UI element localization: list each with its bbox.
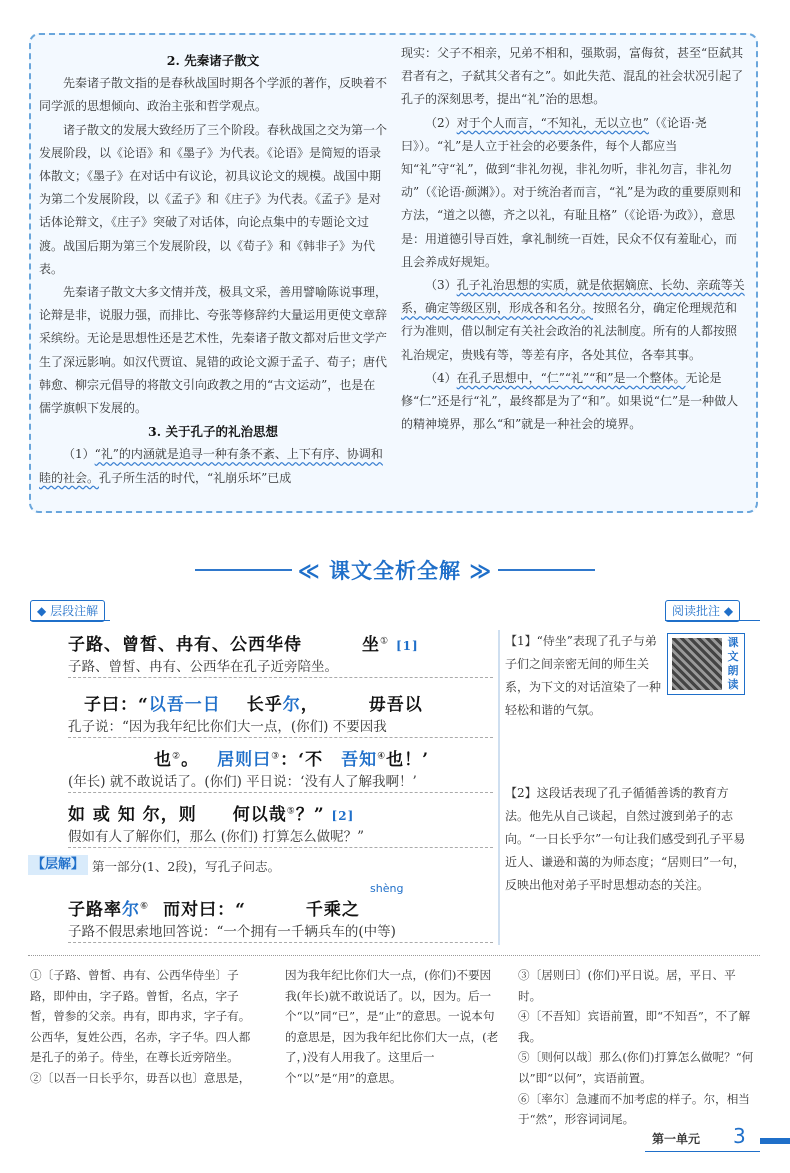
qr-code-icon — [672, 638, 722, 690]
paragraph: （2）对于个人而言，“不知礼，无以立也”（《论语·尧曰》）。“礼”是人立于社会的必要条件，每个人都应当知“礼”守“礼”，做到“非礼勿视，非礼勿听，非礼勿言，非礼勿动”（《论语·颜渊》）。对于统治者而言，“礼”是为政的重要原则和方法，“道之以德，齐之以礼，有耻且格”（《论语·为政》），意思是：用道德引导百姓，拿礼制统一百姓，民众不仅有羞耻心，而且会养成好规矩。 — [401, 115, 742, 269]
text-line-3 — [68, 745, 493, 793]
note-ref: [2] — [331, 809, 355, 823]
original-text: 子路率尔⑥ 而对曰：“ 千乘之 — [68, 900, 360, 920]
footnote: ⑤〔则何以哉〕那么(你们)打算怎么做呢？“何以”即“以何”，宾语前置。 — [518, 1050, 754, 1085]
footnote: ③〔居则曰〕(你们)平日说。居，平日、平时。 — [518, 968, 736, 1003]
footnote: 因为我年纪比你们大一点，(你们)不要因我(年长)就不敢说话了。以，因为。后一个“以”同“已”，是“止”的意思。一说本句的意思是，因为我年纪比你们大一点，(老了，)没有人用我了。这里后一个“以”是“用”的意思。 — [285, 968, 499, 1085]
section-banner — [195, 555, 595, 585]
tag-underline — [30, 620, 110, 621]
right-column — [401, 42, 746, 436]
footnote-separator — [28, 955, 760, 957]
notes-divider — [498, 630, 500, 945]
original-text: 子路、曾皙、冉有、公西华侍 坐① [1] — [68, 635, 419, 655]
text-line-5 — [68, 895, 493, 943]
page-bar — [760, 1138, 790, 1144]
footnote: ④〔不吾知〕宾语前置，即“不知吾”，不了解我。 — [518, 1009, 751, 1044]
translation: 假如有人了解你们，那么 (你们) 打算怎么做呢？” — [68, 825, 493, 848]
paragraph: 现实：父子不相亲，兄弟不相和，强欺弱，富侮贫，甚至“臣弑其君者有之，子弑其父者有之”。如此失范、混乱的社会状况引起了孔子的深刻思考，提出“礼”治的思想。 — [401, 46, 744, 107]
translation: 子路不假思索地回答说：“一个拥有一千辆兵车的(中等) — [68, 920, 493, 943]
left-column — [39, 49, 387, 490]
pinyin: shèng — [370, 882, 404, 895]
original-text: 如 或 知 尔，则 何以哉⑤？” [2] — [68, 805, 355, 825]
diamond-icon: ◆ — [723, 604, 734, 618]
layer-text: 第一部分(1、2段)，写孔子问志。 — [92, 859, 281, 874]
qr-label: 课文朗读 — [727, 636, 739, 691]
footnotes-col-2 — [285, 965, 500, 1089]
page-number: 3 — [733, 1124, 746, 1148]
text-line-2 — [68, 690, 493, 738]
footnote: ②〔以吾一日长乎尔，毋吾以也〕意思是， — [30, 1070, 251, 1085]
paragraph: 先秦诸子散文大多文情并茂，极具文采，善用譬喻陈说事理，论辩是非，说服力强，而排比、夸张等修辞约大量运用更使文章辞采缤纷。无论是思想性还是艺术性，先秦诸子散文都对后世文学产生了深远影响。如汉代贾谊、晁错的政论文源于孟子、荀子；唐代韩愈、柳宗元倡导的将散文引向政教之用的“古文运动”，也是在儒学旗帜下发展的。 — [39, 285, 388, 416]
background-info-box — [29, 33, 758, 513]
note-1: 【1】“侍坐”表现了孔子与弟子们之间亲密无间的师生关系，为下文的对话渲染了一种轻松和谐的气氛。 — [505, 634, 662, 717]
note-ref: [1] — [396, 639, 419, 653]
tag-annotations: ◆ 层段注解 — [30, 600, 105, 622]
banner-title: ≪ 课文全析全解 ≫ — [292, 555, 499, 585]
page-rule — [645, 1151, 760, 1152]
paragraph: （4）在孔子思想中，“仁”“礼”“和”是一个整体。无论是修“仁”还是行“礼”，最终都是为了“和”。如果说“仁”是一种做人的精神境界，那么“和”就是一种社会的境界。 — [401, 370, 739, 432]
original-text: 也②。 居则曰③：‘不 吾知④也！’ — [154, 750, 430, 770]
footnote: ①〔子路、曾皙、冉有、公西华侍坐〕子路，即仲由，字子路。曾皙，名点，字子皙，曾参的父亲。冉有，即冉求，字子有。公西华，复姓公西，名赤，字子华。四人都是孔子的弟子。侍坐，在尊长近旁陪坐。 — [30, 968, 251, 1065]
tag-underline — [665, 620, 760, 621]
diamond-icon: ◆ — [37, 604, 47, 618]
text-line-1 — [68, 630, 493, 678]
footnotes-col-1 — [30, 965, 260, 1089]
unit-label: 第一单元 — [652, 1132, 701, 1146]
footnotes-col-3 — [518, 965, 758, 1130]
paragraph: （1）“礼”的内涵就是追寻一种有条不紊、上下有序、协调和睦的社会。孔子所生活的时代，“礼崩乐坏”已成 — [39, 447, 383, 485]
translation: 子路、曾皙、冉有、公西华在孔子近旁陪坐。 — [68, 655, 493, 678]
heading-confucius-rites: 3. 关于孔子的礼治思想 — [148, 424, 278, 440]
tag-reading-notes: 阅读批注 ◆ — [665, 600, 740, 622]
original-text: 子曰：“以吾一日 长乎尔， 毋吾以 — [84, 695, 423, 715]
text-line-4 — [68, 800, 493, 848]
translation: (年长) 就不敢说话了。(你们) 平日说：‘没有人了解我啊！’ — [68, 770, 493, 793]
paragraph: （3）孔子礼治思想的实质，就是依据嫡庶、长幼、亲疏等关系，确定等级区别，形成各和名分。按照名分，确定伦理规范和行为准则，借以制定有关社会政治的礼法制度。所有的人都按照礼治规定，贵贱有等，等差有序，各处其位，各奉其事。 — [401, 278, 745, 362]
qr-code-recitation[interactable] — [667, 633, 745, 695]
translation: 孔子说：“因为我年纪比你们大一点，(你们) 不要因我 — [68, 715, 493, 738]
layer-label: 【层解】 — [28, 855, 88, 875]
footnote: ⑥〔率尔〕急遽而不加考虑的样子。尔，相当于“然”，形容词词尾。 — [518, 1091, 750, 1127]
heading-pre-qin-prose: 2. 先秦诸子散文 — [166, 53, 260, 68]
paragraph: 先秦诸子散文指的是春秋战国时期各个学派的著作，反映着不同学派的思想倾向、政治主张和哲学观点。 — [39, 76, 388, 114]
note-2: 【2】这段话表现了孔子循循善诱的教育方法。他先从自己谈起，自然过渡到弟子的志向。“一日长乎尔”一句让我们感受到孔子平易近人、谦逊和蔼的为师态度；“居则曰”一句，反映出他对弟子平时思想动态的关注。 — [505, 786, 746, 892]
paragraph: 诸子散文的发展大致经历了三个阶段。春秋战国之交为第一个发展阶段，以《论语》和《墨子》为代表。《论语》是简短的语录体散文；《墨子》在对话中有议论，初具议论文的规模。战国中期为第二个发展阶段，以《孟子》和《庄子》为代表。《孟子》是对话体论辩文，《庄子》突破了对话体，向论点集中的专题论文过渡。战国后期为第三个发展阶段，以《荀子》和《韩非子》为代表。 — [39, 122, 388, 276]
